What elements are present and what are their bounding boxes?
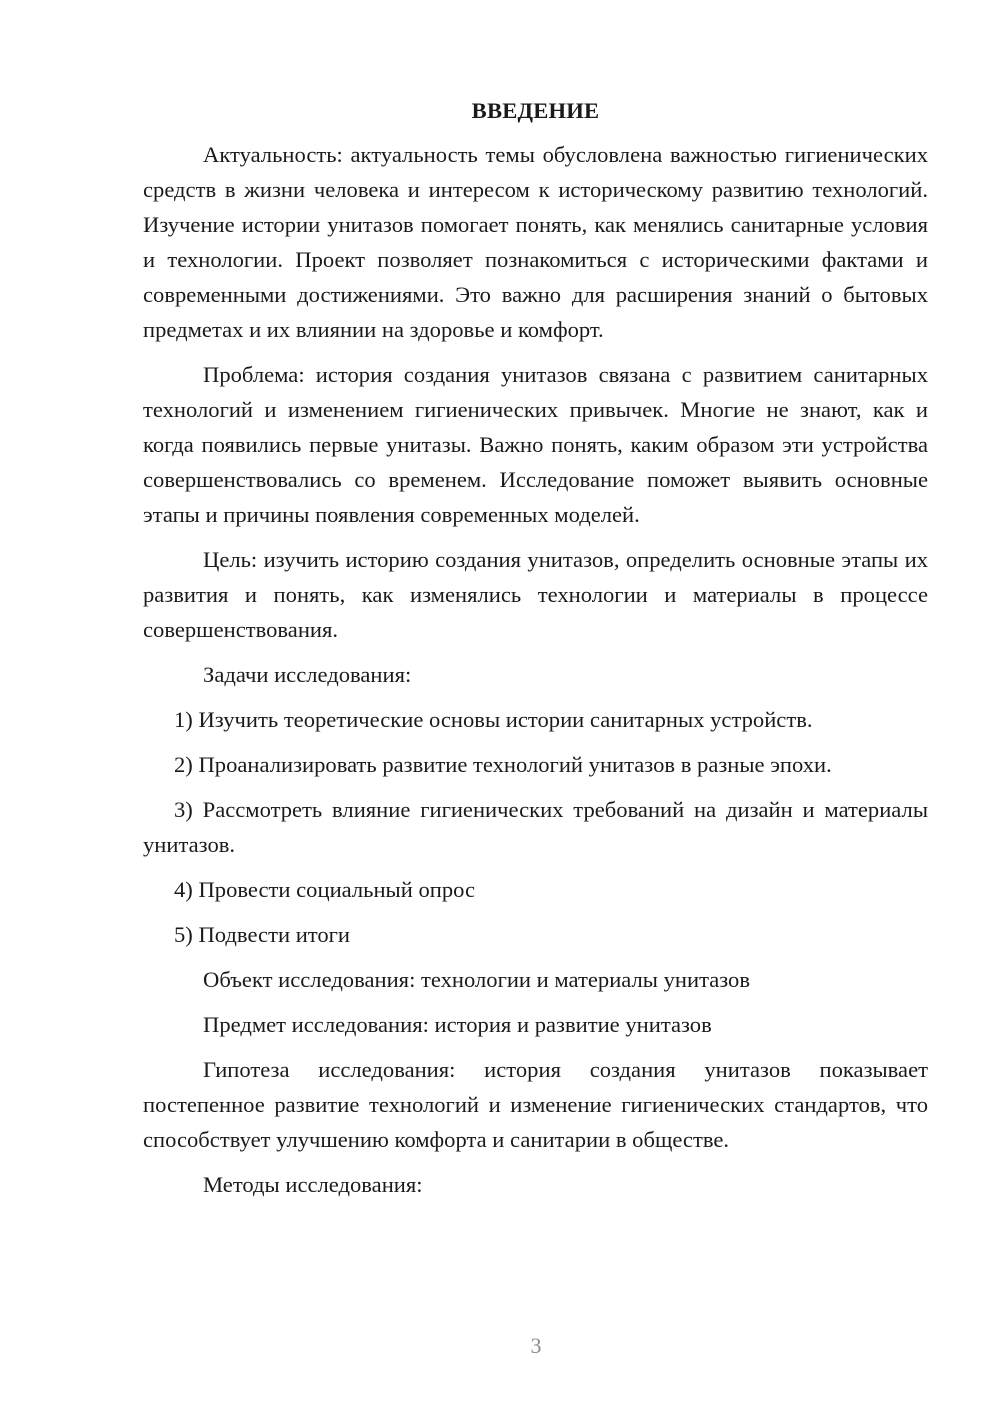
tasks-heading: Задачи исследования:	[203, 662, 412, 687]
task-item: 1) Изучить теоретические основы истории санитарных устройств.	[174, 707, 813, 732]
task-item: 4) Провести социальный опрос	[174, 877, 476, 902]
task-item: 3) Рассмотреть влияние гигиенических требований на дизайн и материалы унитазов.	[143, 797, 928, 857]
subject-paragraph: Предмет исследования: история и развитие унитазов	[203, 1012, 712, 1037]
task-item: 5) Подвести итоги	[174, 922, 351, 947]
page-number-container	[0, 1333, 1000, 1359]
methods-heading: Методы исследования:	[203, 1172, 423, 1197]
goal-paragraph: Цель: изучить историю создания унитазов, определить основные этапы их развития и понять, как изменялись технологии и материалы в процессе совершенствования.	[143, 547, 928, 642]
page-number: 3	[530, 1333, 542, 1358]
page-content	[143, 93, 928, 1212]
problem-paragraph: Проблема: история создания унитазов связана с развитием санитарных технологий и изменением гигиенических привычек. Многие не знают, как и когда появились первые унитазы. Важно понять, каким образом эти устройства совершенствовались со временем. Исследование поможет выявить основные этапы и причины появления современных моделей.	[143, 362, 928, 527]
hypothesis-paragraph: Гипотеза исследования: история создания унитазов показывает постепенное развитие технологий и изменение гигиенических стандартов, что способствует улучшению комфорта и санитарии в обществе.	[143, 1057, 928, 1152]
page-title: ВВЕДЕНИЕ	[471, 98, 600, 123]
object-paragraph: Объект исследования: технологии и материалы унитазов	[203, 967, 751, 992]
relevance-paragraph: Актуальность: актуальность темы обусловлена важностью гигиенических средств в жизни человека и интересом к историческому развитию технологий. Изучение истории унитазов помогает понять, как менялись санитарные условия и технологии. Проект позволяет познакомиться с историческими фактами и современными достижениями. Это важно для расширения знаний о бытовых предметах и их влиянии на здоровье и комфорт.	[143, 142, 928, 342]
task-item: 2) Проанализировать развитие технологий унитазов в разные эпохи.	[174, 752, 832, 777]
